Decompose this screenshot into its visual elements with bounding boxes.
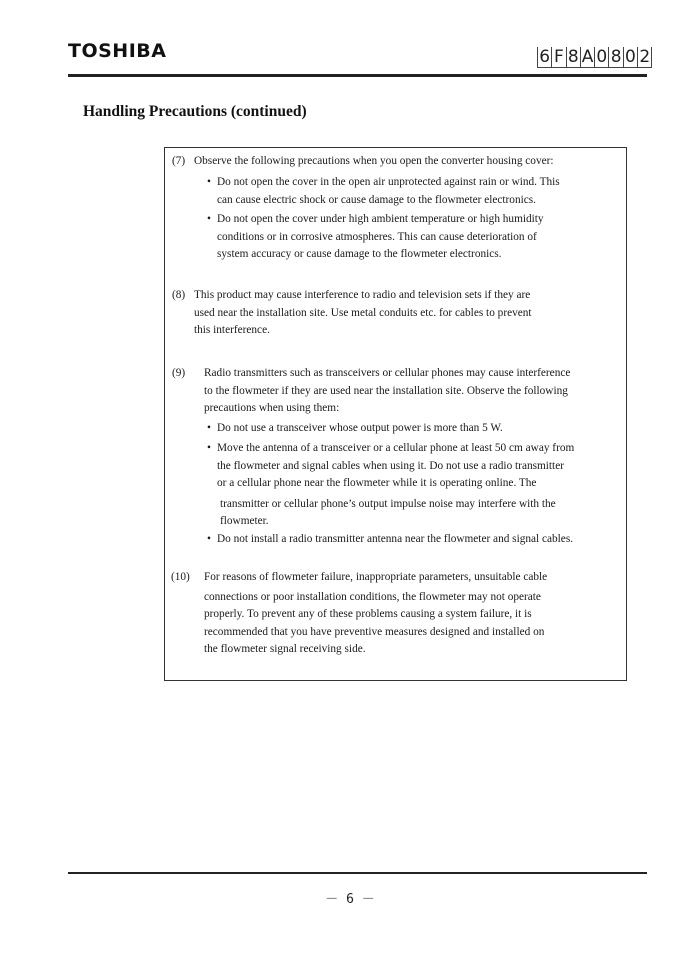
doc-code-char: 8: [567, 47, 581, 68]
item-7-bullet-2: [217, 211, 544, 264]
doc-code-char: 0: [595, 47, 609, 68]
doc-code-char: 0: [624, 47, 638, 68]
item-7-intro-line: Observe the following precautions when you open the converter housing cover:: [194, 155, 554, 167]
item-9-text: [204, 365, 570, 418]
bullet-icon: •: [207, 213, 211, 225]
doc-code-char: 8: [609, 47, 623, 68]
item-10-text: [204, 569, 547, 659]
header-rule: [68, 74, 647, 77]
item-8-line: this interference.: [194, 324, 270, 336]
bullet-icon: •: [207, 442, 211, 454]
doc-code-char: F: [552, 47, 566, 68]
item-8-text: [194, 287, 532, 340]
item-8-number: (8): [172, 289, 186, 301]
bullet-icon: •: [207, 176, 211, 188]
item-9-line: precautions when using them:: [204, 402, 340, 414]
footer-rule: [68, 872, 647, 874]
bullet-line: or a cellular phone near the flowmeter while it is operating online. The: [217, 477, 537, 489]
bullet-icon: •: [207, 422, 211, 434]
bullet-line: the flowmeter and signal cables when using it. Do not use a radio transmitter: [217, 459, 564, 472]
item-8-line: This product may cause interference to radio and television sets if they are: [194, 289, 531, 301]
item-7-intro: [194, 153, 554, 171]
bullet-line: Do not use a transceiver whose output power is more than 5 W.: [217, 422, 503, 434]
item-9-bullet-2: [217, 440, 574, 531]
bullet-icon: •: [207, 533, 211, 545]
item-9-line: Radio transmitters such as transceivers or cellular phones may cause interference: [204, 367, 571, 379]
bullet-line: conditions or in corrosive atmospheres. This can cause deterioration of: [217, 230, 537, 243]
document-code: [537, 47, 652, 69]
item-9-number: (9): [172, 367, 186, 379]
bullet-line: Do not open the cover under high ambient temperature or high humidity: [217, 213, 544, 225]
item-9-bullet-1: [217, 420, 503, 438]
item-10-line: connections or poor installation conditions, the flowmeter may not operate: [204, 590, 541, 603]
bullet-line: Do not install a radio transmitter antenna near the flowmeter and signal cables.: [217, 533, 574, 545]
item-10-line: recommended that you have preventive measures designed and installed on: [204, 625, 545, 638]
doc-code-char: A: [581, 47, 594, 67]
item-10-line: For reasons of flowmeter failure, inappropriate parameters, unsuitable cable: [204, 571, 548, 583]
doc-code-char: 6: [537, 47, 552, 68]
item-8-line: used near the installation site. Use metal conduits etc. for cables to prevent: [194, 306, 532, 319]
bullet-line: Move the antenna of a transceiver or a cellular phone at least 50 cm away from: [217, 442, 575, 454]
section-title: Handling Precautions (continued): [83, 103, 307, 120]
item-9-line: to the flowmeter if they are used near the installation site. Observe the following: [204, 384, 568, 397]
item-7-number: (7): [172, 155, 186, 167]
item-7-bullet-1: [217, 174, 560, 209]
bullet-line: flowmeter.: [220, 515, 269, 527]
bullet-line: transmitter or cellular phone’s output impulse noise may interfere with the: [220, 497, 556, 510]
item-9-bullet-3: [217, 531, 573, 549]
item-10-line: properly. To prevent any of these problems causing a system failure, it is: [204, 608, 532, 620]
bullet-line: can cause electric shock or cause damage to the flowmeter electronics.: [217, 193, 536, 206]
item-10-number: (10): [171, 571, 190, 583]
doc-code-char: 2: [638, 47, 652, 68]
bullet-line: system accuracy or cause damage to the flowmeter electronics.: [217, 248, 502, 260]
item-10-line: the flowmeter signal receiving side.: [204, 643, 366, 655]
bullet-line: Do not open the cover in the open air unprotected against rain or wind. This: [217, 176, 560, 188]
toshiba-logo: TOSHIBA: [68, 40, 167, 62]
page-number: － 6 －: [325, 892, 375, 907]
